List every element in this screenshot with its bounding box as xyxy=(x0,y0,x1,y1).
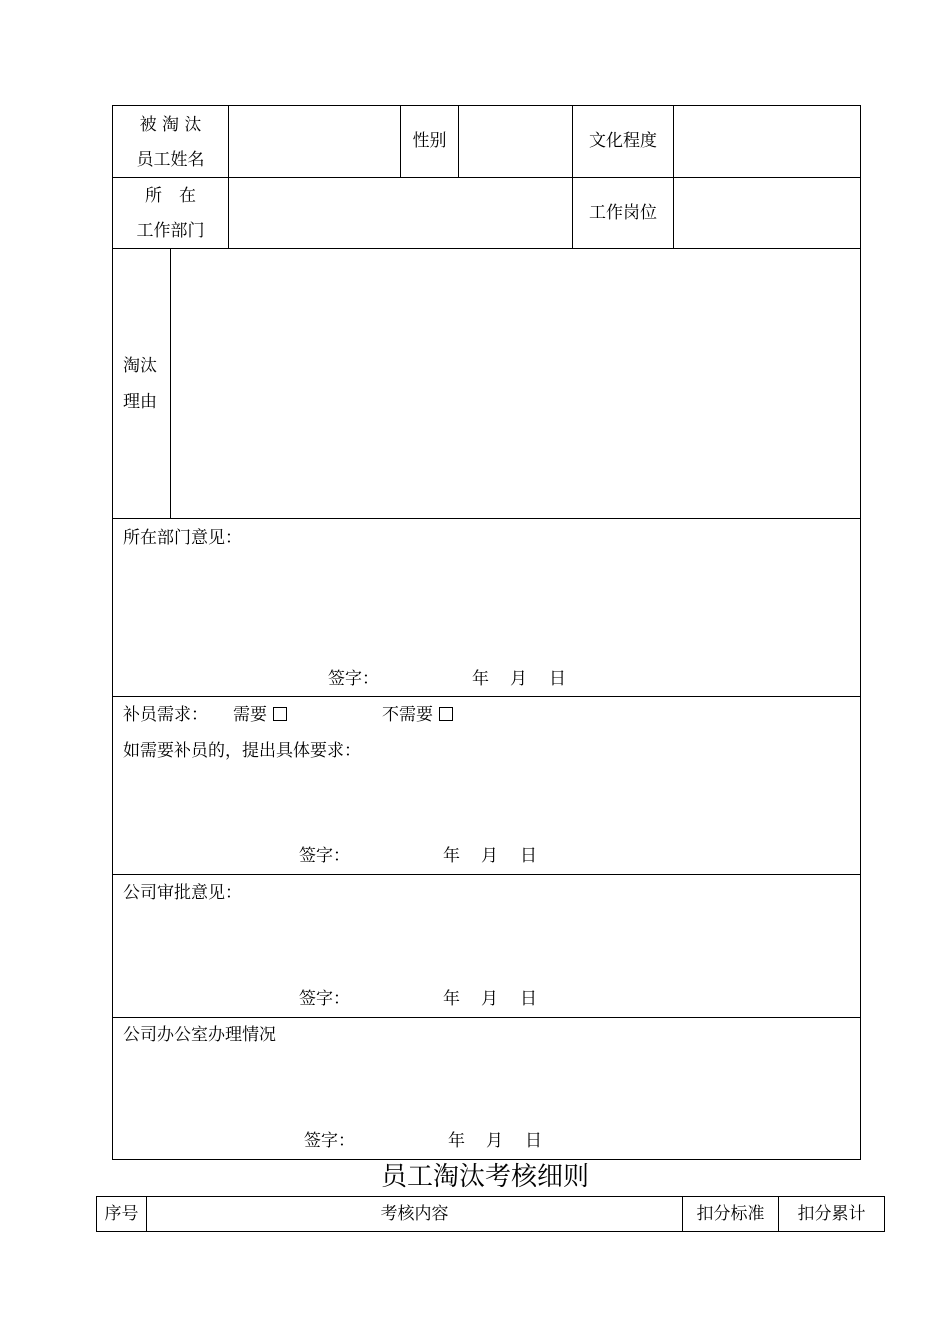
company-sign-label: 签字： xyxy=(299,989,350,1009)
employee-name-label: 被 淘 汰 xyxy=(139,115,202,135)
replacement-date-month: 月 xyxy=(481,846,498,866)
header-deduction-standard: 扣分标准 xyxy=(696,1204,765,1224)
header-index: 序号 xyxy=(104,1204,139,1224)
header-content: 考核内容 xyxy=(380,1204,449,1224)
dept-date-month: 月 xyxy=(510,669,527,689)
replacement-date-day: 日 xyxy=(520,846,537,866)
education-field[interactable] xyxy=(674,131,860,151)
company-date-year: 年 xyxy=(443,989,460,1009)
replacement-sign-label: 签字： xyxy=(299,846,350,866)
need-option[interactable] xyxy=(233,705,287,725)
company-opinion-label: 公司审批意见： xyxy=(123,883,242,903)
replacement-date-year: 年 xyxy=(443,846,460,866)
reason-label-line2: 理由 xyxy=(123,392,157,412)
position-label: 工作岗位 xyxy=(589,203,657,223)
dept-opinion-label: 所在部门意见： xyxy=(123,528,242,548)
office-date-month: 月 xyxy=(486,1131,503,1151)
replacement-requirements-label: 如需要补员的，提出具体要求： xyxy=(123,741,361,761)
replacement-label: 补员需求： xyxy=(123,705,208,725)
office-handling-label: 公司办公室办理情况 xyxy=(123,1025,276,1045)
dept-date-day: 日 xyxy=(549,669,566,689)
office-sign-label: 签字： xyxy=(304,1131,355,1151)
department-label: 所 在 xyxy=(145,186,196,206)
need-label: 需要 xyxy=(233,705,267,725)
gender-field[interactable] xyxy=(459,131,572,151)
no-need-checkbox[interactable] xyxy=(439,707,453,721)
office-date-day: 日 xyxy=(525,1131,542,1151)
office-date-year: 年 xyxy=(448,1131,465,1151)
reason-field[interactable] xyxy=(171,249,860,518)
no-need-option[interactable] xyxy=(382,705,453,725)
department-label-line2: 工作部门 xyxy=(136,221,205,241)
dept-sign-label: 签字： xyxy=(328,669,379,689)
gender-label: 性别 xyxy=(412,131,447,151)
company-date-day: 日 xyxy=(520,989,537,1009)
no-need-label: 不需要 xyxy=(382,705,433,725)
company-date-month: 月 xyxy=(481,989,498,1009)
department-field[interactable] xyxy=(229,203,572,223)
dept-date-year: 年 xyxy=(472,669,489,689)
detail-title: 员工淘汰考核细则 xyxy=(380,1162,589,1192)
position-field[interactable] xyxy=(674,203,860,223)
need-checkbox[interactable] xyxy=(273,707,287,721)
employee-name-label-line2: 员工姓名 xyxy=(136,150,205,170)
header-deduction-total: 扣分累计 xyxy=(797,1204,866,1224)
education-label: 文化程度 xyxy=(589,131,657,151)
employee-name-field[interactable] xyxy=(229,131,400,151)
reason-label: 淘汰 xyxy=(123,356,157,376)
